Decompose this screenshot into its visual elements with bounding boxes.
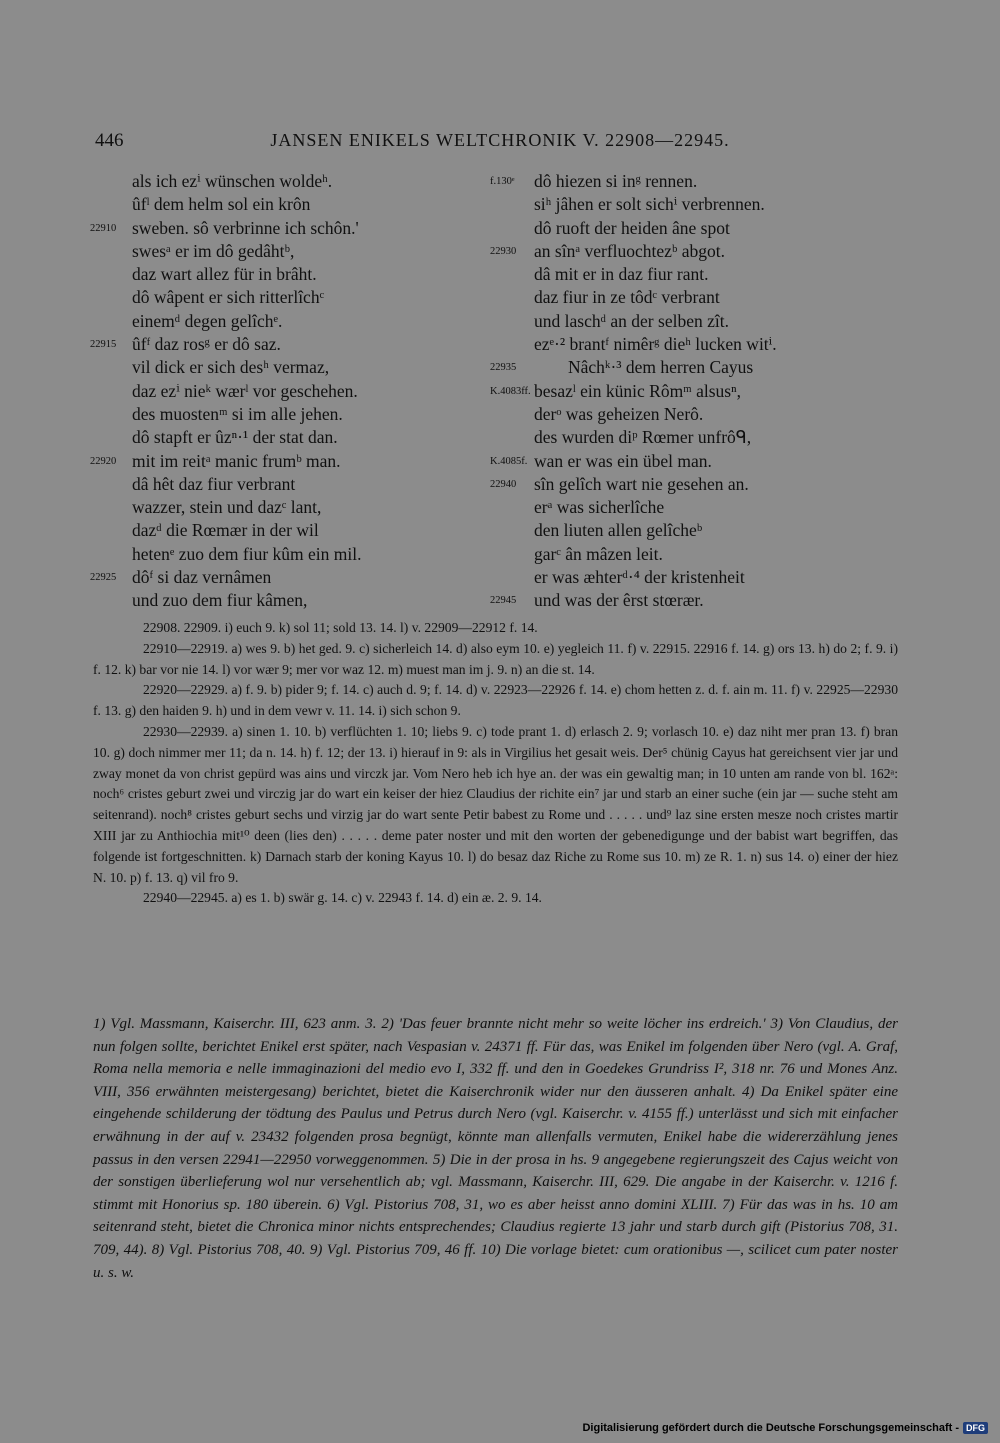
digitization-footer (582, 1422, 988, 1434)
verse-line (90, 170, 490, 193)
verse-line (90, 263, 490, 286)
line-number: 22930 (490, 245, 517, 257)
verse-line (490, 543, 910, 566)
line-number: 22920 (90, 455, 117, 467)
verse-line (90, 426, 490, 449)
verse-line (490, 403, 910, 426)
verse-line (90, 450, 490, 473)
apparatus-paragraph: 22908. 22909. i) euch 9. k) sol 11; sold 13. 14. l) v. 22909—22912 f. 14. (143, 620, 538, 635)
verse-text: derᵒ was geheizen Nerô. (534, 403, 704, 424)
verse-line (90, 310, 490, 333)
line-number: 22915 (90, 339, 117, 351)
verse-text: siʰ jâhen er solt sichⁱ verbrennen. (534, 194, 765, 215)
verse-line (90, 543, 490, 566)
verse-text: des muostenᵐ si im alle jehen. (132, 403, 343, 424)
verse-column-right (490, 170, 910, 613)
verse-line (490, 263, 910, 286)
verse-text: einemᵈ degen gelîchᵉ. (132, 310, 283, 331)
verse-text: wan er was ein übel man. (534, 450, 712, 471)
critical-apparatus (93, 618, 898, 909)
verse-text: an sînᵃ verfluochtezᵇ abgot. (534, 240, 725, 261)
verse-line (490, 426, 910, 449)
verse-line (490, 170, 910, 193)
verse-text: als ich ezⁱ wünschen woldeʰ. (132, 171, 333, 191)
verse-text: dô wâpent er sich ritterlîchᶜ (132, 287, 325, 308)
verse-line (490, 310, 910, 333)
apparatus-paragraph: 22930—22939. a) sinen 1. 10. b) verflüchten 1. 10; liebs 9. c) tode prant 1. d) erlasch 2. 9; vorlasch 10. e) daz niht mer pran 13. f) bran 10. g) doch nimmer mer 11; da n. 14. h) f. 12; der 13. i) hierauf in 9: als in Virgilius het gesait weis. Der⁵ chünig Cayus hat gereichsent vier jar und zway monet da von christ gepürd was ains und virczk jar. Vom Nero heb ich hye an. der was ein gewaltig man; in 10 unten am rande von bl. 162ᵃ: noch⁶ cristes geburt zwei und virczig jar do wart ein keiser der hiez Claudius der richite ein⁷ jar und starb an einer suche (ein jar — suche steht am seitenrand). noch⁸ cristes geburt sechs und virzig jar do wart sente Petir babest zu Rome und . . . . . und⁹ laz sine ersten mesze noch cristes martir XIII jar zu Anthiochia mit¹⁰ deen (lies den) . . . . . deme pater noster und mit den worten der gebenedigunge und der babist wart begriffen, das folgende ist fortgeschnitten. k) Darnach starb der koning Kayus 10. l) do besaz daz Riche zu Rome sus 10. m) ze R. 1. n) sus 14. o) einer der hiez N. 10. p) f. 13. q) vil fro 9. (93, 723, 898, 885)
verse-line (490, 450, 910, 473)
verse-line (490, 286, 910, 309)
verse-text: daz wart allez für in brâht. (132, 264, 317, 285)
line-number: K.4083ff. (490, 385, 531, 397)
verse-text: mit im reitᵃ manic frumᵇ man. (132, 450, 341, 471)
verse-text: daz fiur in ze tôdᶜ verbrant (534, 287, 720, 308)
verse-line (90, 566, 490, 589)
running-head: JANSEN ENIKELS WELTCHRONIK V. 22908—22945. (270, 130, 730, 150)
verse-line (490, 217, 910, 240)
verse-line (90, 496, 490, 519)
verse-line (90, 286, 490, 309)
verse-line (490, 566, 910, 589)
verse-line (90, 519, 490, 542)
verse-column-left (90, 170, 490, 613)
verse-line (90, 193, 490, 216)
verse-text: dâ mit er in daz fiur rant. (534, 264, 709, 285)
verse-line (90, 356, 490, 379)
line-number: 22910 (90, 222, 117, 234)
verse-text: wazzer, stein und dazᶜ lant, (132, 497, 322, 518)
verse-text: und zuo dem fiur kâmen, (132, 590, 308, 611)
verse-text: dô stapft er ûzⁿ·¹ der stat dan. (132, 427, 338, 448)
verse-line (490, 496, 910, 519)
verse-line (90, 380, 490, 403)
verse-text: daz ezⁱ nieᵏ wærˡ vor geschehen. (132, 380, 358, 401)
verse-line (490, 519, 910, 542)
line-number: 22945 (490, 595, 517, 607)
verse-line (490, 333, 910, 356)
verse-line (90, 473, 490, 496)
verse-line (490, 356, 910, 379)
page-number: 446 (95, 130, 124, 151)
verse-text: swesᵃ er im dô gedâhtᵇ, (132, 240, 295, 261)
verse-text: sweben. sô verbrinne ich schôn.' (132, 217, 359, 238)
verse-text: hetenᵉ zuo dem fiur kûm ein mil. (132, 543, 362, 564)
verse-line (490, 473, 910, 496)
apparatus-paragraph: 22920—22929. a) f. 9. b) pider 9; f. 14. c) auch d. 9; f. 14. d) v. 22923—22926 f. 14. e) chom hetten z. d. f. ain m. 11. f) v. 22925—22930 f. 13. g) den haiden 9. h) und in dem vewr v. 11. 14. i) sich schon 9. (93, 682, 898, 719)
verse-text: dô hiezen si inᵍ rennen. (534, 171, 698, 191)
dfg-logo-icon: DFG (963, 1422, 988, 1434)
line-number: K.4085f. (490, 455, 528, 467)
verse-line (490, 240, 910, 263)
verse-text: dazᵈ die Rœmær in der wil (132, 520, 319, 541)
line-number: 22935 (490, 362, 517, 374)
verse-text: er was æhterᵈ·⁴ der kristenheit (534, 567, 745, 588)
verse-text: sîn gelîch wart nie gesehen an. (534, 473, 749, 494)
verse-line (90, 217, 490, 240)
verse-text: ûfᶠ daz rosᵍ er dô saz. (132, 334, 281, 355)
footer-text: Digitalisierung gefördert durch die Deutsche Forschungsgemeinschaft - (582, 1422, 959, 1434)
verse-text: des wurden diᵖ Rœmer unfrôᑫ, (534, 427, 752, 448)
footnotes-text: 1) Vgl. Massmann, Kaiserchr. III, 623 anm. 3. 2) 'Das feuer brannte nicht mehr so weite löcher ins erdreich.' 3) Von Claudius, der nun folgen sollte, berichtet Enikel erst später, nach Vespasian v. 24371 ff. Für das, was Enikel im folgenden über Nero (vgl. A. Graf, Roma nella memoria e nelle immaginazioni del medio evo I, 332 ff. und den in Goedekes Grundriss I², 318 nr. 76 und Mones Anz. VIII, 356 erwähnten meistergesang) berichtet, bietet die Kaiserchronik wider nur den äusseren anhalt. 4) Da Enikel später eine eingehende schilderung der tödtung des Paulus und Petrus durch Nero (vgl. Kaiserchr. v. 4155 ff.) unterlässt und sich mit einfacher erwähnung in der auf v. 23432 folgenden prosa begnügt, könnte man allenfalls vermuten, Enikel habe die widererzählung jenes passus in den versen 22941—22950 vorweggenommen. 5) Die in der prosa in hs. 9 angegebene regierungszeit des Cajus weicht von der sonstigen überlieferung wol nur versehentlich ab; vgl. Massmann, Kaiserchr. III, 629. Die angabe in der Kaiserchr. v. 1216 f. stimmt mit Honorius sp. 180 überein. 6) Vgl. Pistorius 708, 31, wo es aber heisst anno domini XLIII. 7) Für das was in hs. 10 am seitenrand steht, bietet die Chronica minor nichts entsprechendes; Claudius regierte 13 jahr und starb durch gift (Pistorius 708, 31. 709, 44). 8) Vgl. Pistorius 708, 40. 9) Vgl. Pistorius 709, 46 ff. 10) Die vorlage bietet: cum orationibus —, scilicet cum pater noster u. s. w. (93, 1016, 898, 1281)
verse-line (90, 333, 490, 356)
page-header (95, 130, 905, 156)
verse-text: dô ruoft der heiden âne spot (534, 217, 730, 238)
verse-text: erᵃ was sicherlîche (534, 497, 665, 518)
verse-line (90, 240, 490, 263)
line-number: 22925 (90, 572, 117, 584)
verse-text: garᶜ ân mâzen leit. (534, 543, 663, 564)
verse-line (490, 380, 910, 403)
verse-text: ûfˡ dem helm sol ein krôn (132, 194, 311, 215)
verse-text: besazˡ ein künic Rômᵐ alsusⁿ, (534, 380, 742, 401)
apparatus-paragraph: 22940—22945. a) es 1. b) swär g. 14. c) v. 22943 f. 14. d) ein æ. 2. 9. 14. (143, 890, 542, 906)
verse-text: den liuten allen gelîcheᵇ (534, 520, 703, 541)
verse-text: und laschᵈ an der selben zît. (534, 310, 729, 331)
verse-line (490, 193, 910, 216)
verse-text: ezᵉ·² brantᶠ nimêrᵍ dieʰ lucken witⁱ. (534, 334, 777, 355)
verse-text: vil dick er sich desʰ vermaz, (132, 357, 330, 378)
verse-text: dôᶠ si daz vernâmen (132, 567, 272, 588)
verse-line (90, 403, 490, 426)
line-number: 22940 (490, 478, 517, 490)
verse-line (90, 589, 490, 612)
footnotes (93, 1013, 898, 1284)
verse-text: und was der êrst stœrær. (534, 590, 704, 611)
verse-text: Nâchᵏ·³ dem herren Cayus (568, 357, 754, 378)
apparatus-paragraph: 22910—22919. a) wes 9. b) het ged. 9. c) sicherleich 14. d) also eym 10. e) yegleich 11. f) v. 22915. 22916 f. 14. g) ors 13. h) do 2; f. 9. i) f. 12. k) bar vor nie 14. l) vor wær 9; mer vor waz 12. m) muest man im j. 9. n) an die st. 14. (93, 640, 898, 677)
verse-line (490, 589, 910, 612)
line-number: f.130ᵉ (490, 176, 515, 187)
verse-text: dâ hêt daz fiur verbrant (132, 473, 296, 494)
